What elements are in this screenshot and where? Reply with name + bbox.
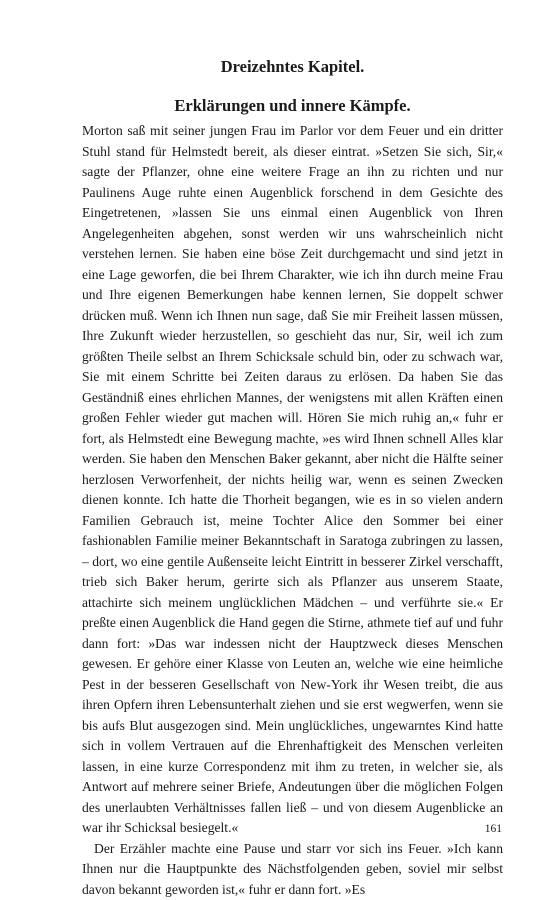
chapter-title: Dreizehntes Kapitel. [82, 54, 503, 80]
paragraph: Der Erzähler machte eine Pause und starr vor sich ins Feuer. »Ich kann Ihnen nur die Hauptpunkte des Nächstfolgenden geben, soviel mir selbst davon bekannt geworden ist,« fuhr er dann fort. »Es [82, 839, 503, 900]
page-number: 161 [485, 822, 502, 836]
body-text [82, 121, 503, 900]
paragraph: Morton saß mit seiner jungen Frau im Parlor vor dem Feuer und ein dritter Stuhl stand für Helmstedt bereit, als dieser eintrat. »Setzen Sie sich, Sir,« sagte der Pflanzer, ohne eine weitere Frage an ihn zu richten und nur Paulinens Auge ruhte einen Augenblick forschend in dem Gesichte des Eingetretenen, »lassen Sie uns einmal einen Augenblick von Ihren Angelegenheiten abgehen, sonst werden wir uns wahrscheinlich nicht verstehen lernen. Sie haben eine böse Zeit durchgemacht und sind jetzt in eine Lage geworfen, die bei Ihrem Charakter, wie ich ihn durch meine Frau und Ihre eigenen Bemerkungen habe kennen lernen, Sie doppelt schwer drücken muß. Wenn ich Ihnen nun sage, daß Sie mir Freiheit lassen müssen, Ihre Zukunft wieder herzustellen, so geschieht das nur, Sir, weil ich zum größten Theile selbst an Ihrem Schicksale schuld bin, oder zu schwach war, Sie mit einem Schritte bei Zeiten daraus zu erlösen. Da haben Sie das Geständniß eines ehrlichen Mannes, der wenigstens mit allen Kräften einen großen Fehler wieder gut machen will. Hören Sie mich ruhig an,« fuhr er fort, als Helmstedt eine Bewegung machte, »es wird Ihnen schnell Alles klar werden. Sie haben den Menschen Baker gekannt, aber nicht die Hälfte seiner herzlosen Verworfenheit, der nichts heilig war, wenn es seinen Zwecken dienen konnte. Ich hatte die Thorheit begangen, wie es in so vielen andern Familien Gebrauch ist, meine Tochter Alice den Sommer bei einer fashionablen Familie meiner Bekanntschaft in Saratoga zubringen zu lassen, – dort, wo eine gentile Außenseite leicht Eintritt in besserer Zirkel verschafft, trieb sich Baker herum, gerirte sich als Pflanzer aus unserem Staate, attachirte sich meinem unglücklichen Mädchen – und verführte sie.« Er preßte einen Augenblick die Hand gegen die Stirne, athmete tief auf und fuhr dann fort: »Das war indessen nicht der Hauptzweck dieses Menschen gewesen. Er gehöre einer Klasse von Leuten an, welche wie eine heimliche Pest in der besseren Gesellschaft von New-York ihr Wesen treibt, die aus ihren Opfern ihren Lebensunterhalt ziehen und sie erst wegwerfen, wenn sie bis aufs Blut ausgezogen sind. Mein unglückliches, ungewarntes Kind hatte sich in vollem Vertrauen auf die Ehrenhaftigkeit des Menschen verleiten lassen, in eine kurze Correspondenz mit ihm zu treten, in welcher sie, als Antwort auf mehrere seiner Briefe, Andeutungen über die möglichen Folgen des unerlaubten Verhältnisses fallen ließ – und von diesem Augenblicke an war ihr Schicksal besiegelt.« [82, 121, 503, 839]
section-title: Erklärungen und innere Kämpfe. [82, 94, 503, 118]
book-page [82, 54, 503, 900]
